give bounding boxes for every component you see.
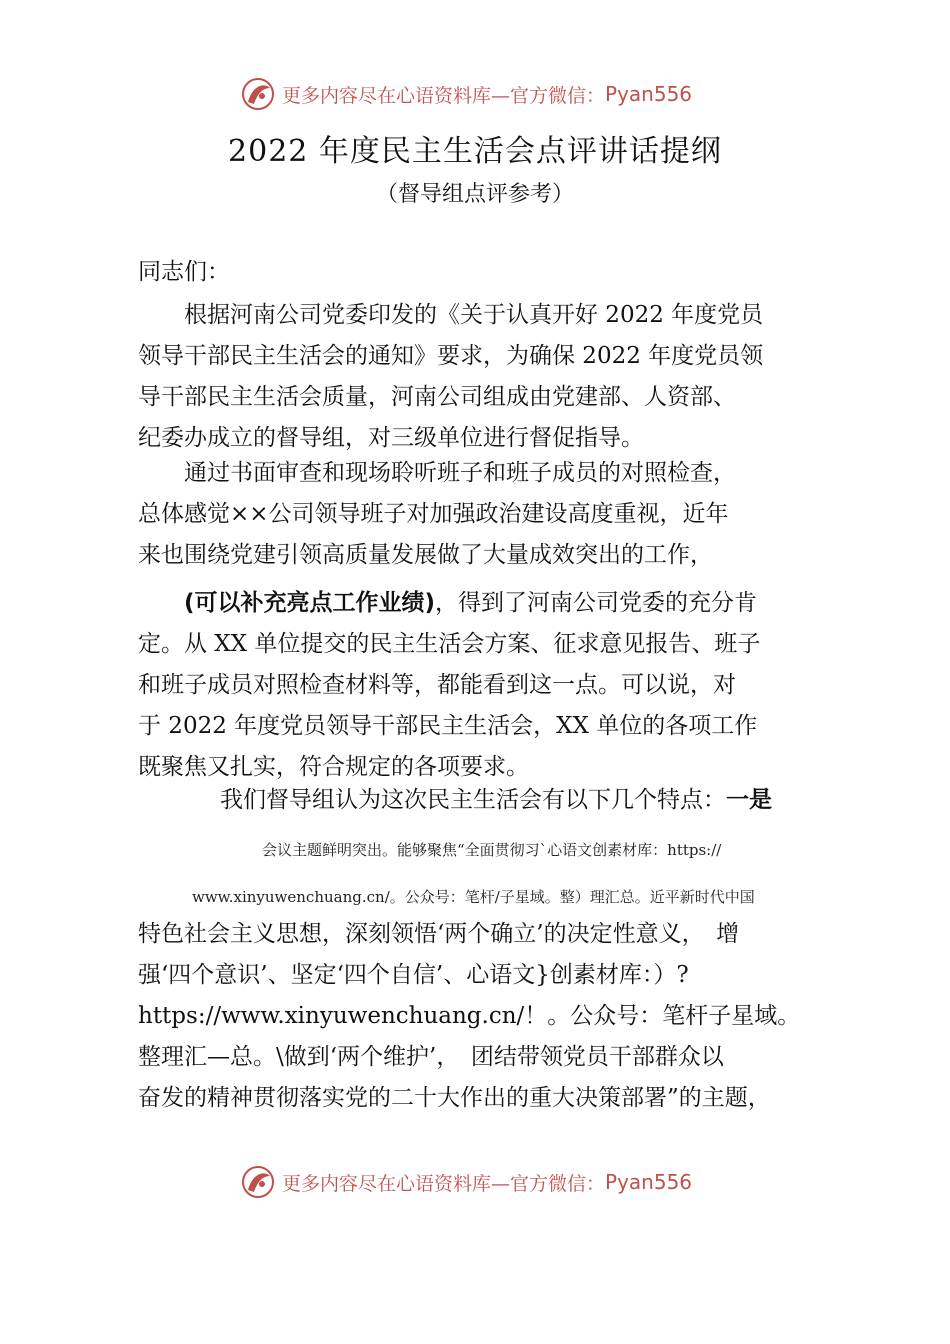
paragraph-4 <box>220 780 830 821</box>
document-subtitle: （督导组点评参考） <box>375 182 574 207</box>
small-text-line-2: www.xinyuwenchuang.cn/。公众号：笔杆/子星域。整）理汇总。近平新时代中国 <box>192 888 755 906</box>
brand-logo-icon <box>240 76 276 112</box>
banner-wechat-id: Pyan556 <box>605 1170 693 1194</box>
watermark-banner-top <box>240 74 760 114</box>
paragraph-line: 定。从 XX 单位提交的民主生活会方案、征求意见报告、班子 <box>138 631 761 657</box>
banner-text: 更多内容尽在心语资料库—官方微信： <box>282 1172 606 1195</box>
paragraph-line-first <box>138 583 828 624</box>
paragraph-line: 根据河南公司党委印发的《关于认真开好 2022 年度党员 <box>138 302 764 328</box>
small-text-line-1: 会议主题鲜明突出。能够聚焦“全面贯彻习`心语文创素材库：https:// <box>262 841 722 859</box>
paragraph-1 <box>138 295 828 459</box>
paragraph-line: 导干部民主生活会质量，河南公司组成由党建部、人资部、 <box>138 384 736 410</box>
greeting-line: 同志们： <box>138 259 230 285</box>
paragraph-line: 特色社会主义思想，深刻领悟‘两个确立’的决定性意义， 增 <box>138 921 740 947</box>
paragraph-2 <box>138 453 828 576</box>
paragraph-line: https://www.xinyuwenchuang.cn/！。公众号：笔杆子星域。 <box>138 1003 801 1029</box>
paragraph-line: 和班子成员对照检查材料等，都能看到这一点。可以说，对 <box>138 672 736 698</box>
brand-logo-icon <box>240 1164 276 1200</box>
document-title: 2022 年度民主生活会点评讲话提纲 <box>228 134 722 169</box>
watermark-banner-bottom <box>240 1162 760 1202</box>
paragraph-line <box>220 780 830 821</box>
paragraph-line: 于 2022 年度党员领导干部民主生活会，XX 单位的各项工作 <box>138 713 758 739</box>
point-one-label: 一是 <box>726 787 772 813</box>
paragraph-3 <box>138 583 828 788</box>
paragraph-line: 整理汇—总。\做到‘两个维护’， 团结带领党员干部群众以 <box>138 1044 724 1070</box>
paragraph-lead: 我们督导组认为这次民主生活会有以下几个特点： <box>220 787 726 813</box>
paragraph-line: 奋发的精神贯彻落实党的二十大作出的重大决策部署”的主题， <box>138 1085 771 1111</box>
paragraph-line: 通过书面审查和现场聆听班子和班子成员的对照检查， <box>138 460 736 486</box>
paragraph-5 <box>138 914 828 1119</box>
greeting <box>138 252 828 293</box>
paragraph-line: 来也围绕党建引领高质量发展做了大量成效突出的工作， <box>138 542 713 568</box>
paragraph-line-rest: ，得到了河南公司党委的充分肯 <box>435 590 758 616</box>
paragraph-line: 强‘四个意识’、坚定‘四个自信’、心语文}创素材库：）? <box>138 962 689 988</box>
highlight-note: (可以补充亮点工作业绩) <box>184 590 436 616</box>
banner-text: 更多内容尽在心语资料库—官方微信： <box>282 84 606 107</box>
banner-wechat-id: Pyan556 <box>605 82 693 106</box>
paragraph-line: 总体感觉××公司领导班子对加强政治建设高度重视，近年 <box>138 501 729 527</box>
paragraph-line: 领导干部民主生活会的通知》要求，为确保 2022 年度党员领 <box>138 343 764 369</box>
paragraph-line: 既聚焦又扎实，符合规定的各项要求。 <box>138 754 529 780</box>
paragraph-line: 纪委办成立的督导组，对三级单位进行督促指导。 <box>138 425 644 451</box>
